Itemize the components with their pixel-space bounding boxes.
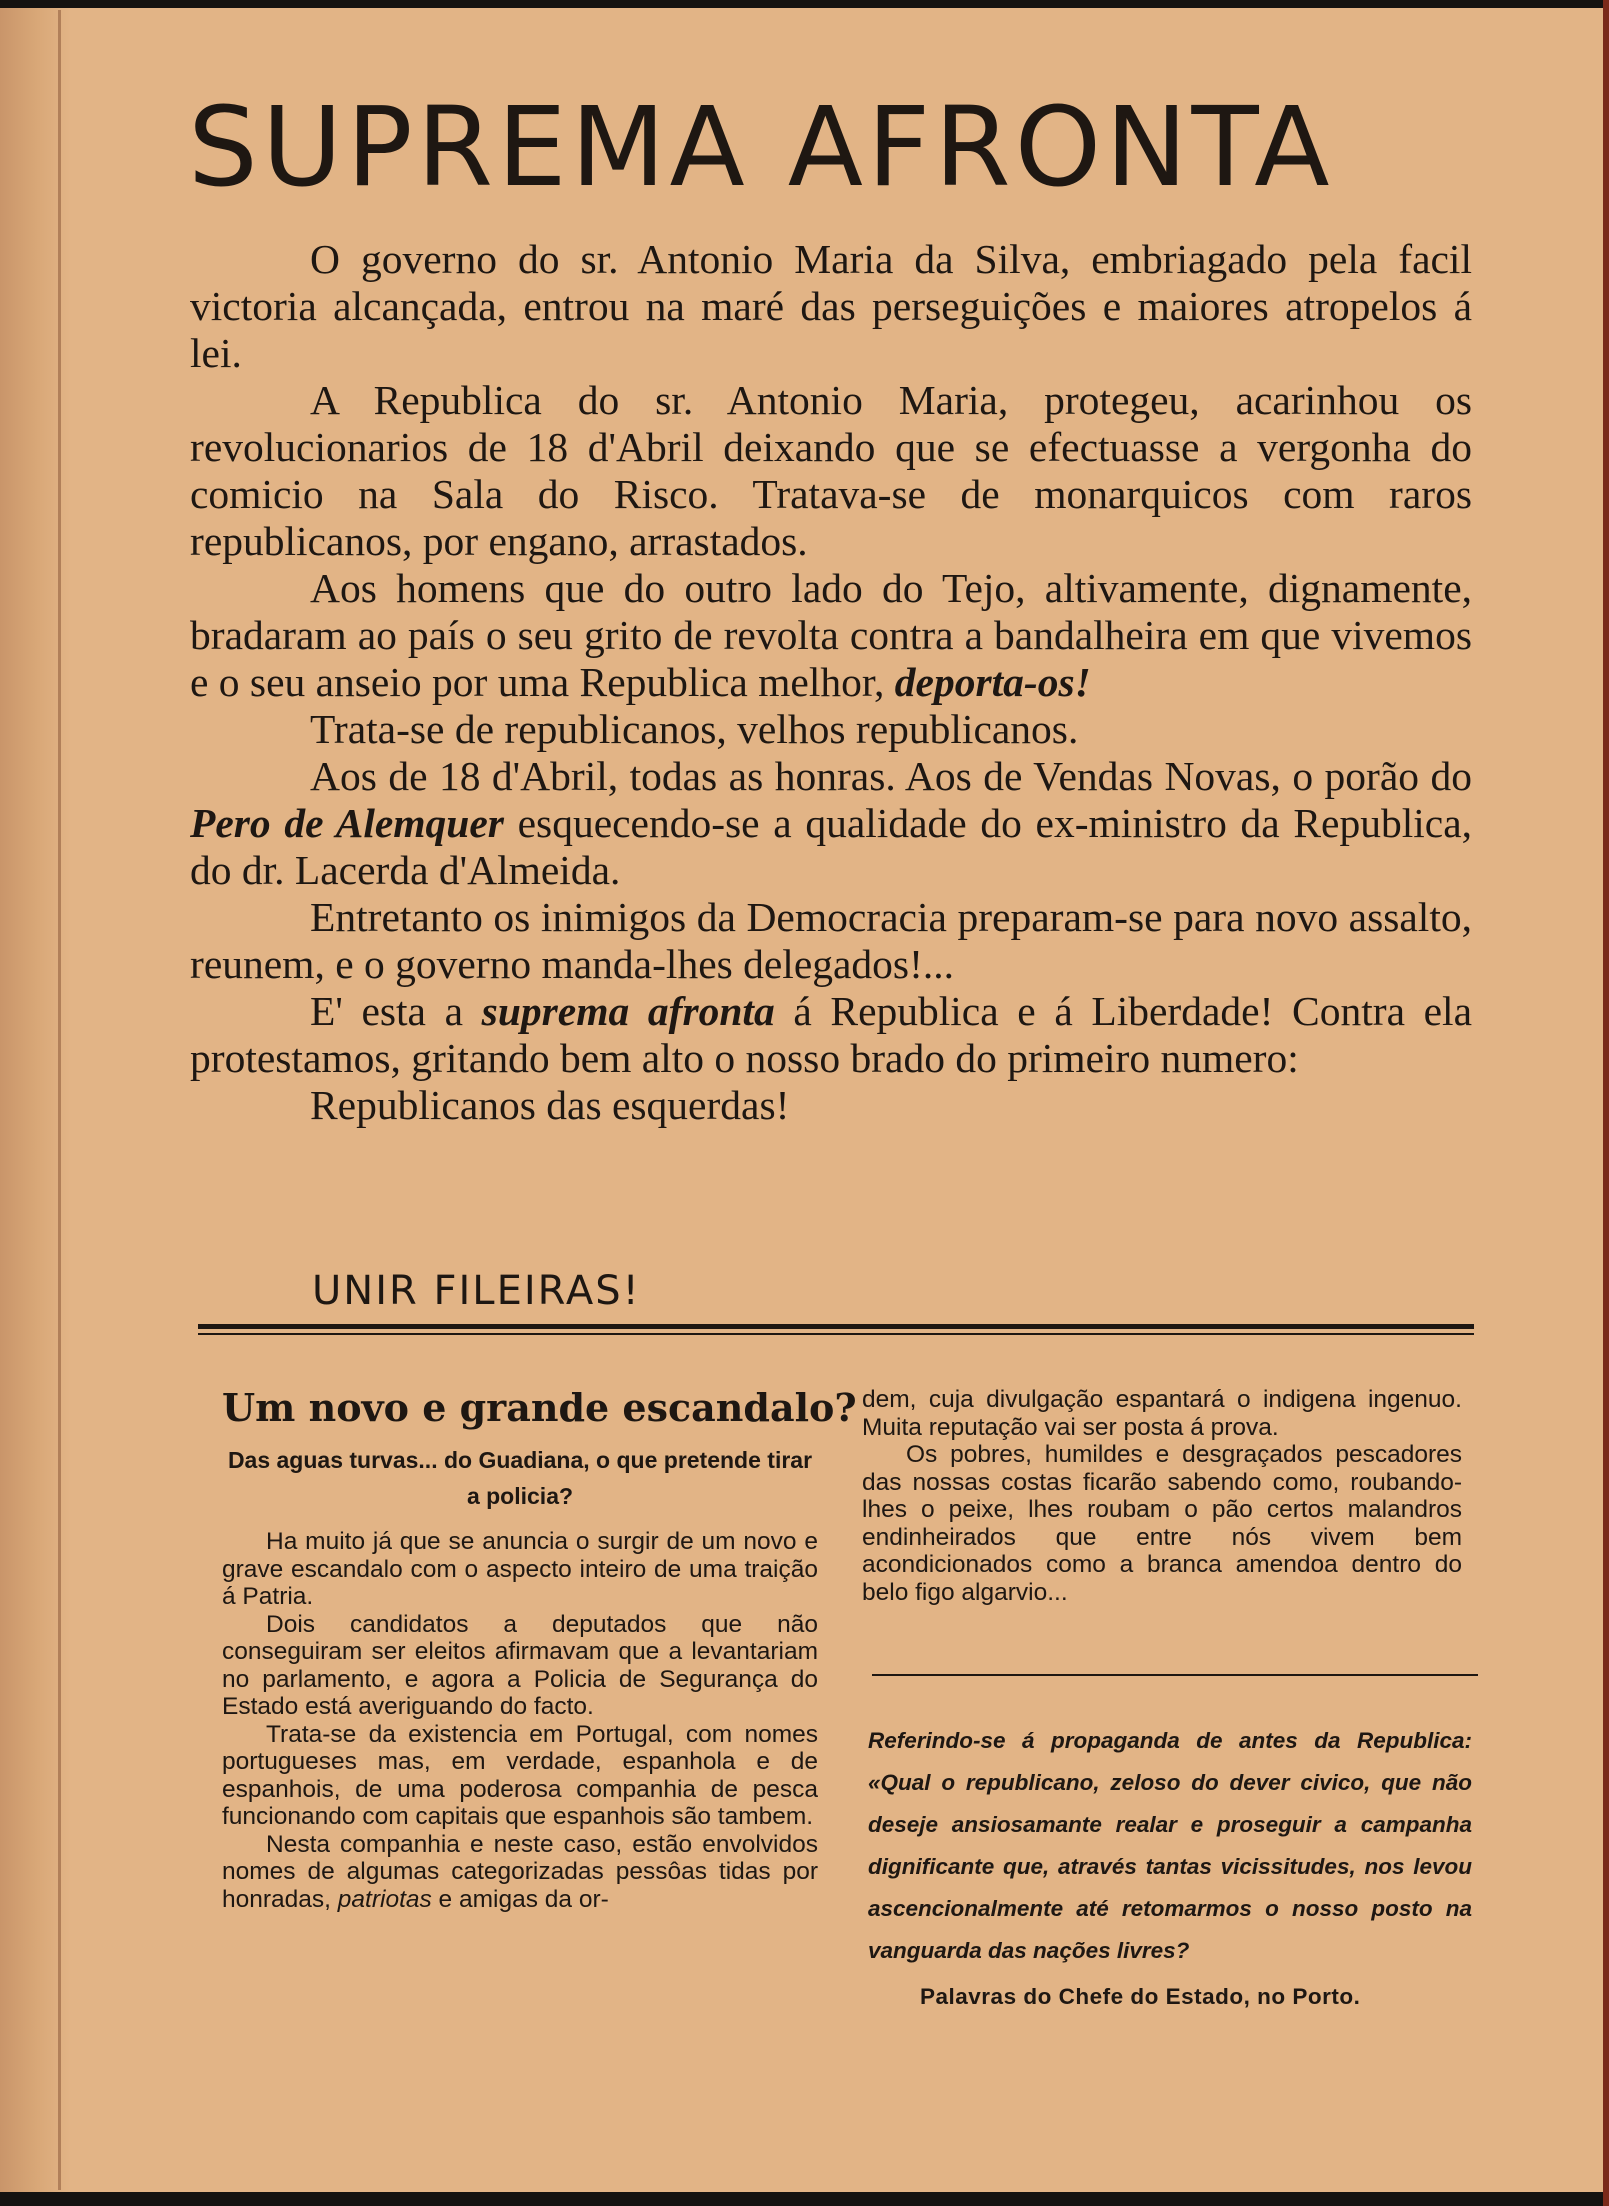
section-divider-thin [198,1333,1474,1335]
news-kicker: Das aguas turvas... do Guadiana, o que pretende tirar a policia? [227,1447,813,1509]
article-paragraph: A Republica do sr. Antonio Maria, protegeu, acarinhou os revolucionarios de 18 d'Abril deixando que se efectuasse a vergonha do comicio na Sala do Risco. Tratava-se de monarquicos com raros republicanos, por engano, arrastados. [190,377,1472,564]
news-paragraph: Dois candidatos a deputados que não conseguiram ser eleitos afirmavam que a levantariam no parlamento, e agora a Policia de Segurança do Estado está averiguando do facto. [222,1610,818,1720]
callout-unir-fileiras: UNIR FILEIRAS! [312,1268,641,1314]
news-paragraph: Trata-se da existencia em Portugal, com nomes portugueses mas, em verdade, espanhola e de espanhois, de uma poderosa companhia de pesca funcionando com capitais que espanhois são tambem. [222,1720,818,1830]
main-article [190,236,1472,1129]
scan-border-top [0,0,1609,8]
quote-attribution: Palavras do Chefe do Estado, no Porto. [920,1984,1361,2009]
news-paragraph: Ha muito já que se anuncia o surgir de um novo e grave escandalo com o aspecto inteiro de uma traição á Patria. [222,1528,818,1610]
quote-text: Referindo-se á propaganda de antes da Republica: «Qual o republicano, zeloso do dever civico, que não deseje ansiosamante realar e proseguir a campanha dignificante que, através tantas vicissitudes, nos levou ascencionalmente até retomarmos o nosso posto na vanguarda das nações livres? [868,1728,1472,1963]
news-column-right [862,1386,1462,1606]
news-paragraph: Os pobres, humildes e desgraçados pescadores das nossas costas ficarão sabendo como, roubando-lhes o peixe, lhes roubam o pão certos malandros endinheirados que entre nós vivem bem acondicionados como a branca amendoa dentro do belo figo algarvio... [862,1441,1462,1606]
news-title: Um novo e grande escandalo? [222,1385,857,1430]
section-divider [198,1324,1474,1329]
article-paragraph: O governo do sr. Antonio Maria da Silva, embriagado pela facil victoria alcançada, entrou na maré das perseguições e maiores atropelos á lei. [190,236,1472,376]
column-divider [872,1674,1478,1676]
article-paragraph: Aos homens que do outro lado do Tejo, altivamente, dignamente, bradaram ao país o seu grito de revolta contra a bandalheira em que vivemos e o seu anseio por uma Republica melhor, deporta-os! [190,565,1472,705]
page-edge-right [1603,0,1609,2206]
scan-border-bottom [0,2192,1609,2206]
ship-name: Pero de Alemquer [190,800,504,846]
article-paragraph: Entretanto os inimigos da Democracia preparam-se para novo assalto, reunem, e o governo manda-lhes delegados!... [190,894,1472,987]
news-paragraph: Nesta companhia e neste caso, estão envolvidos nomes de algumas categorizadas pessôas tidas por honradas, patriotas e amigas da or- [222,1830,818,1913]
article-paragraph: Republicanos das esquerdas! [310,1082,790,1128]
emphasis-suprema-afronta: suprema afronta [481,988,775,1034]
news-column-left [222,1385,857,1913]
headline: SUPREMA AFRONTA [188,83,1334,211]
article-paragraph: E' esta a suprema afronta á Republica e á Liberdade! Contra ela protestamos, gritando bem alto o nosso brado do primeiro numero: [190,988,1472,1081]
emphasis-patriotas: patriotas [337,1885,432,1913]
spine-fold-line [58,10,61,2190]
news-continuation: dem, cuja divulgação espantará o indigena ingenuo. Muita reputação vai ser posta á prova. [862,1386,1462,1441]
emphasis-deporta: deporta-os! [894,659,1091,705]
article-paragraph: Aos de 18 d'Abril, todas as honras. Aos de Vendas Novas, o porão do Pero de Alemquer esquecendo-se a qualidade do ex-ministro da Republica, do dr. Lacerda d'Almeida. [190,753,1472,893]
article-paragraph: Trata-se de republicanos, velhos republicanos. [310,706,1079,752]
